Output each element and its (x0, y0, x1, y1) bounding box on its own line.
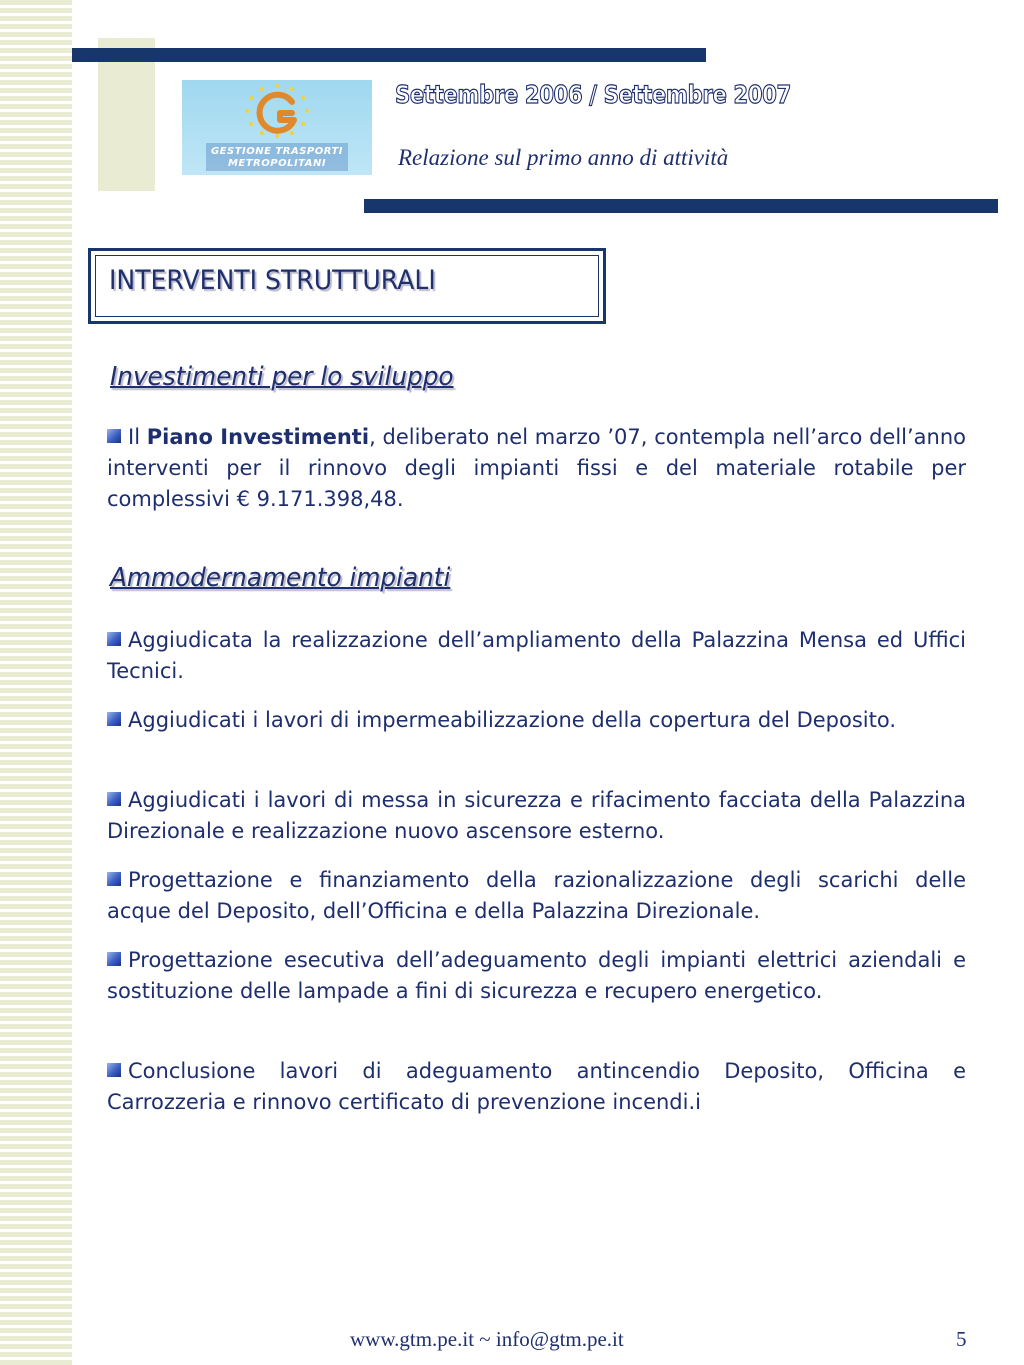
section-heading-investimenti: Investimenti per lo sviluppo (110, 362, 454, 392)
item-text: , deliberato nel marzo ’07, contempla nell’arco dell’anno interventi per il rinnovo degli impianti fissi e del materiale rotabile per complessivi € 9.171.398,48. (107, 425, 966, 511)
square-bullet-icon (107, 429, 121, 443)
square-bullet-icon (107, 952, 121, 966)
gtm-logo (182, 80, 372, 175)
header-top-rule (72, 48, 706, 62)
list-item (107, 945, 966, 1007)
square-bullet-icon (107, 1063, 121, 1077)
item-prefix: Il (128, 425, 147, 449)
page-number: 5 (956, 1327, 967, 1351)
list-item (107, 785, 966, 847)
square-bullet-icon (107, 712, 121, 726)
list-item (107, 1056, 966, 1118)
header-subtitle: Relazione sul primo anno di attività (398, 145, 729, 170)
header-date-range: Settembre 2006 / Settembre 2007 (395, 80, 791, 109)
item-text: Progettazione esecutiva dell’adeguamento degli impianti elettrici aziendali e sostituzione delle lampade a fini di sicurezza e recupero energetico. (107, 948, 966, 1003)
section-heading-ammodernamento: Ammodernamento impianti (110, 563, 451, 593)
list-item (107, 422, 966, 515)
decorative-stripes (0, 0, 72, 1365)
item-text: Aggiudicati i lavori di messa in sicurezza e rifacimento facciata della Palazzina Direzionale e realizzazione nuovo ascensore esterno. (107, 788, 966, 843)
list-item (107, 705, 966, 736)
slide-title: INTERVENTI STRUTTURALI (109, 265, 436, 296)
item-text: Progettazione e finanziamento della razionalizzazione degli scarichi delle acque del Deposito, dell’Officina e della Palazzina Direzionale. (107, 868, 966, 923)
item-text: Aggiudicata la realizzazione dell’ampliamento della Palazzina Mensa ed Uffici Tecnici. (107, 628, 966, 683)
list-item (107, 865, 966, 927)
item-bold-term: Piano Investimenti (146, 425, 370, 449)
slide-title-box (88, 248, 606, 324)
list-item (107, 625, 966, 687)
item-text: Conclusione lavori di adeguamento antincendio Deposito, Officina e Carrozzeria e rinnovo certificato di prevenzione incendi.i (107, 1059, 966, 1114)
footer-contact-link[interactable]: www.gtm.pe.it ~ info@gtm.pe.it (350, 1327, 624, 1351)
logo-text-line2: METROPOLITANI (227, 158, 327, 169)
square-bullet-icon (107, 792, 121, 806)
logo-text-line1: GESTIONE TRASPORTI (210, 146, 344, 157)
header-bottom-rule (364, 199, 998, 213)
square-bullet-icon (107, 872, 121, 886)
square-bullet-icon (107, 632, 121, 646)
item-text: Aggiudicati i lavori di impermeabilizzazione della copertura del Deposito. (128, 708, 897, 732)
